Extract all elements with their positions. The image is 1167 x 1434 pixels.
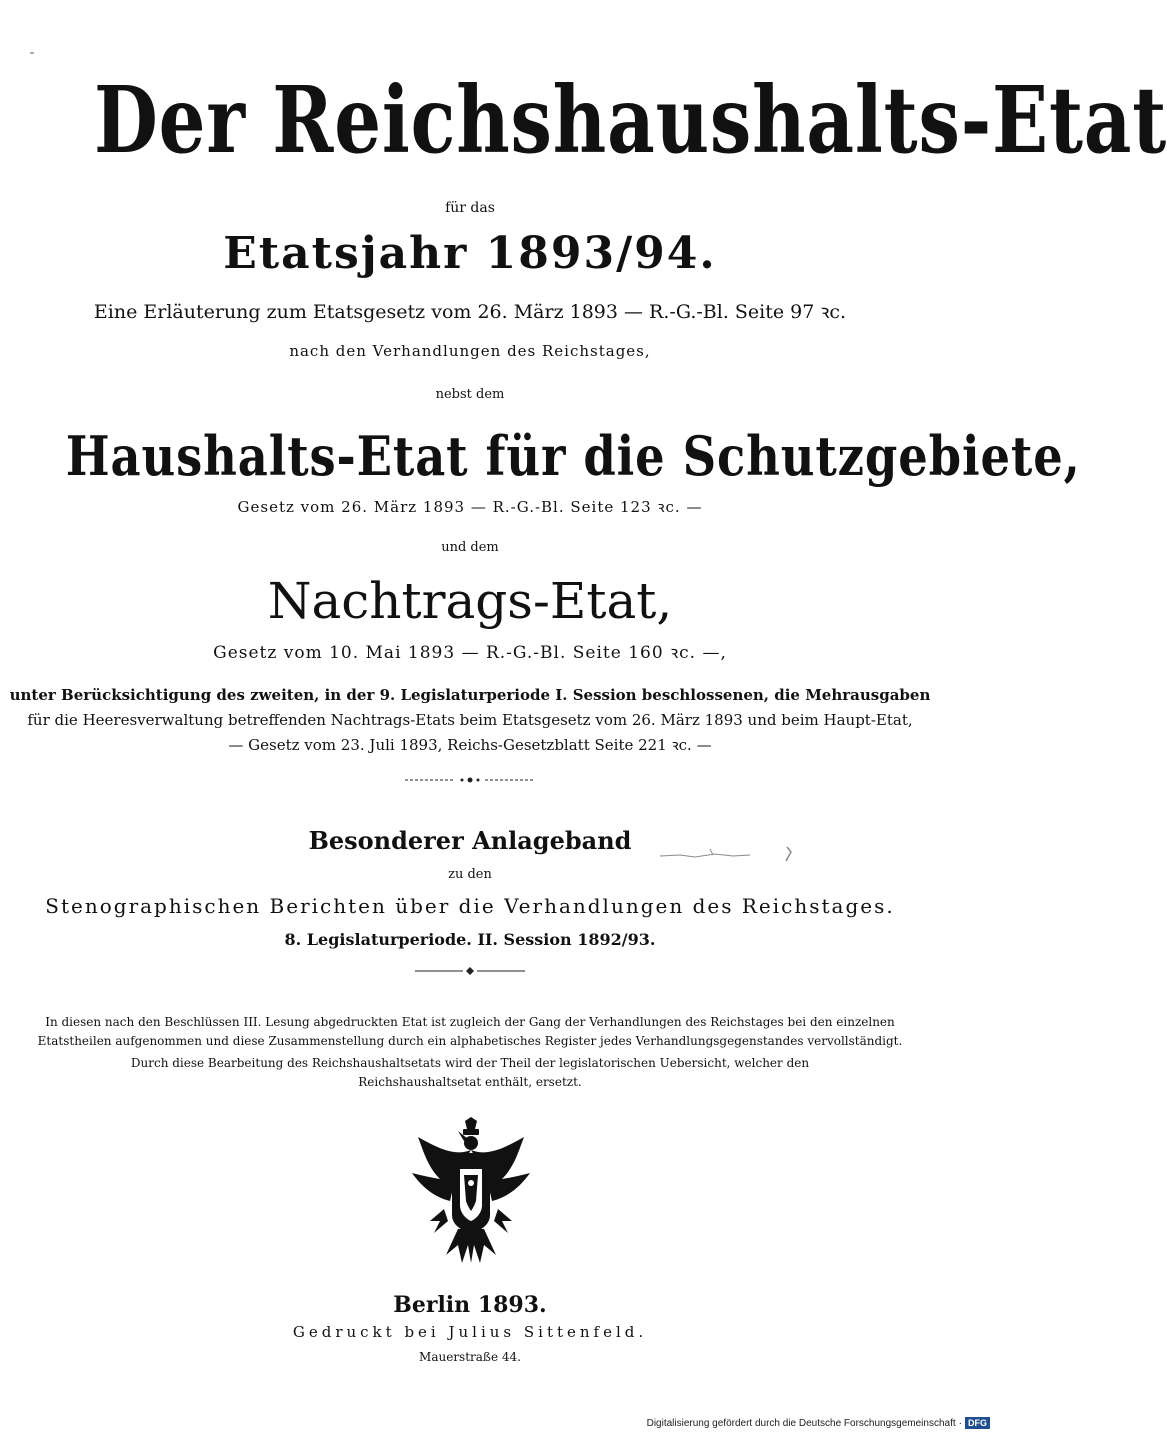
stenographischen-line: Stenographischen Berichten über die Verhandlungen des Reichstages.: [45, 894, 895, 918]
ornament-divider-top: [0, 775, 940, 788]
nebst-dem-text: nebst dem: [435, 387, 505, 402]
gesetz-schutzgebiete-line: Gesetz vom 26. März 1893 — R.-G.-Bl. Seite 123 ꝛc. —: [237, 498, 703, 516]
funding-note: Digitalisierung gefördert durch die Deutsche Forschungsgemeinschaft: [646, 1417, 956, 1429]
note-line-2: Etatstheilen aufgenommen und diese Zusammenstellung durch ein alphabetisches Register jedes Verhandlungsgegenstandes vervollständigt.: [37, 1034, 903, 1048]
digitization-footer: [647, 1416, 990, 1430]
imprint-place: Berlin 1893.: [393, 1292, 547, 1318]
footer-separator: ·: [958, 1417, 962, 1429]
note-line-4: Reichshaushaltsetat enthält, ersetzt.: [358, 1075, 582, 1089]
note-line-1: In diesen nach den Beschlüssen III. Lesung abgedruckten Etat ist zugleich der Gang der Verhandlungen des Reichstages bei den einzelnen: [45, 1015, 895, 1029]
gesetz-nachtrag-line: Gesetz vom 10. Mai 1893 — R.-G.-Bl. Seite 160 ꝛc. —,: [213, 643, 727, 663]
legislaturperiode-line: 8. Legislaturperiode. II. Session 1892/93.: [284, 930, 656, 949]
main-title: Der Reichshaushalts-Etat: [94, 66, 1167, 174]
ornament-divider-bottom: [0, 966, 940, 979]
imprint-printer: Gedruckt bei Julius Sittenfeld.: [292, 1323, 648, 1341]
divider-ornament-icon: [415, 966, 525, 976]
besonderer-anlageband-heading: Besonderer Anlageband: [308, 826, 632, 855]
nachtrags-etat-heading: Nachtrags-Etat,: [267, 572, 673, 630]
nach-verhandlungen-line: nach den Verhandlungen des Reichstages,: [289, 342, 651, 360]
divider-ornament-icon: [405, 775, 535, 785]
unter-line-2: für die Heeresverwaltung betreffenden Nachtrags-Etats beim Etatsgesetz vom 26. März 1893 und beim Haupt-Etat,: [27, 711, 913, 729]
dfg-logo: DFG: [965, 1417, 990, 1429]
und-dem-text: und dem: [441, 540, 499, 555]
zu-den-text: zu den: [448, 867, 492, 882]
imprint-street: Mauerstraße 44.: [419, 1350, 521, 1364]
note-line-3: Durch diese Bearbeitung des Reichshaushaltsetats wird der Theil der legislatorischen Uebersicht, welcher den: [130, 1056, 810, 1070]
unter-line-1: unter Berücksichtigung des zweiten, in der 9. Legislaturperiode I. Session beschlossenen, die Mehrausgaben: [9, 686, 931, 704]
imperial-eagle-icon: [410, 1117, 532, 1265]
fuer-das-text: für das: [445, 200, 495, 216]
etatsjahr-heading: Etatsjahr 1893/94.: [223, 228, 717, 279]
haushalts-etat-heading: Haushalts-Etat für die Schutzgebiete,: [65, 424, 1081, 488]
scan-mark: [30, 52, 34, 54]
pencil-annotation: [655, 840, 805, 870]
unter-line-3: — Gesetz vom 23. Juli 1893, Reichs-Gesetzblatt Seite 221 ꝛc. —: [228, 736, 712, 754]
erlaeuterung-line: Eine Erläuterung zum Etatsgesetz vom 26. März 1893 — R.-G.-Bl. Seite 97 ꝛc.: [93, 301, 847, 323]
